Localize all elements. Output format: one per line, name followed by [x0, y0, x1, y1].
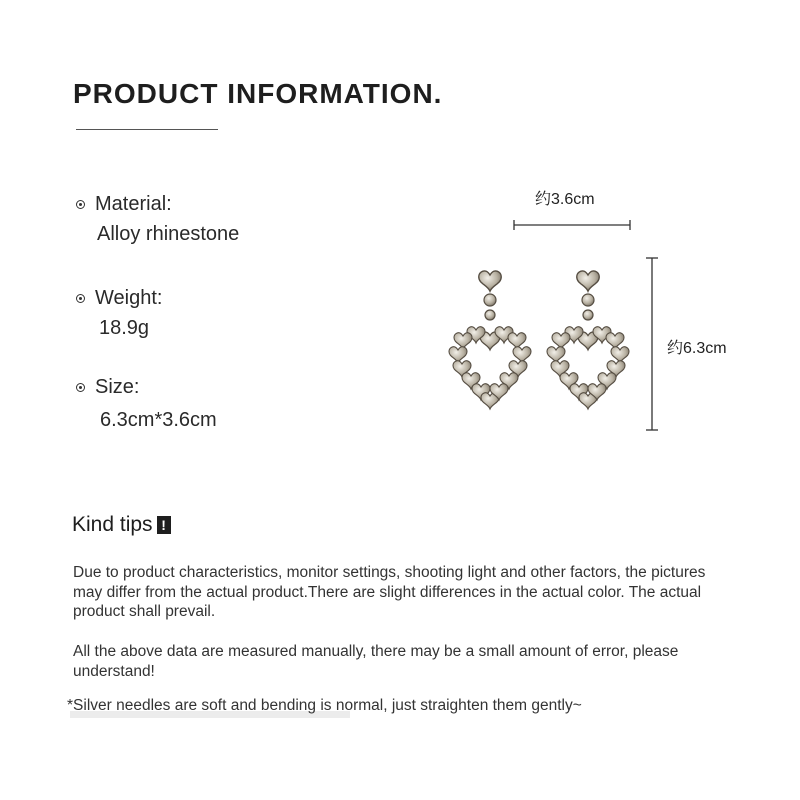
spec-material [76, 193, 239, 246]
needle-note: *Silver needles are soft and bending is normal, just straighten them gently~ [67, 697, 582, 714]
exclamation-icon: ! [157, 516, 171, 534]
earrings-image [440, 260, 650, 420]
width-dimension-line [510, 218, 634, 232]
spec-size [76, 376, 217, 432]
tips-paragraph-1: Due to product characteristics, monitor settings, shooting light and other factors, the pictures may differ from the actual product.There are slight differences in the actual color. The actual product shall prevail. [73, 564, 706, 620]
spec-size-label: Size: [95, 376, 140, 398]
kind-tips-heading [72, 513, 171, 537]
spec-weight [76, 287, 162, 340]
spec-size-head [76, 376, 217, 399]
bullet-icon [76, 294, 85, 303]
page-title: PRODUCT INFORMATION. [73, 78, 443, 109]
spec-size-value: 6.3cm*3.6cm [100, 409, 217, 431]
bullet-icon [76, 383, 85, 392]
kind-tips-label: Kind tips [72, 513, 153, 536]
spec-weight-label: Weight: [95, 287, 163, 309]
width-dimension-label: 约3.6cm [535, 191, 595, 208]
height-dimension-label: 约6.3cm [667, 340, 727, 357]
spec-weight-head [76, 287, 162, 310]
spec-material-value: Alloy rhinestone [97, 223, 240, 245]
spec-material-label: Material: [95, 193, 172, 215]
spec-weight-value: 18.9g [99, 317, 150, 339]
bullet-icon [76, 200, 85, 209]
tips-paragraph-2: All the above data are measured manually, there may be a small amount of error, please understand! [73, 643, 679, 680]
title-underline [76, 129, 218, 130]
spec-material-head [76, 193, 239, 216]
